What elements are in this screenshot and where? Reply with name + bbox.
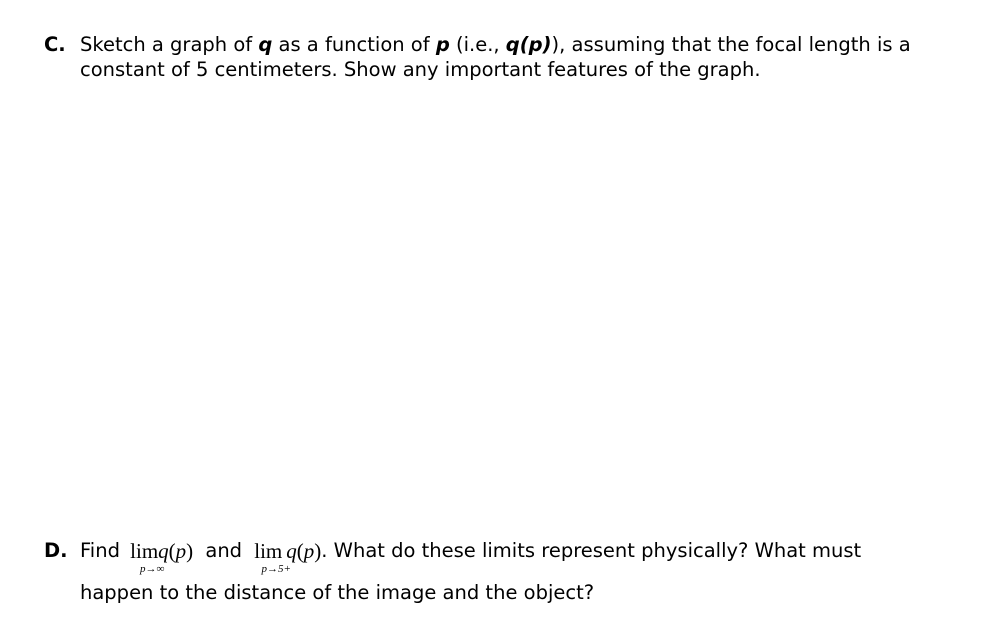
limit-1-subscript: p→∞ [139,563,165,575]
question-d [44,538,984,605]
limit-2-function: q(p) [286,539,322,563]
question-d-line-1 [80,538,984,580]
question-c-text-3: (i.e., [449,33,506,56]
question-c [44,32,964,82]
limit-2-word: lim [254,539,283,563]
question-c-line-2: constant of 5 centimeters. Show any important features of the graph. [80,58,761,81]
question-d-find: Find [80,539,120,562]
variable-p: p [435,33,450,56]
question-d-and: and [205,539,243,562]
limit-1-function: q(p) [158,539,194,563]
question-c-label: C. [44,33,66,56]
question-d-label: D. [44,539,68,562]
question-d-text-after: . What do these limits represent physically? What must [321,539,862,562]
question-c-text-1: Sketch a graph of [80,33,259,56]
function-q-of-p: q(p) [505,33,552,56]
question-c-text-4: ), assuming that the focal length is a [551,33,911,56]
question-d-line-2: happen to the distance of the image and the object? [80,581,595,604]
question-c-text [80,32,964,82]
limit-2-subscript: p→5+ [261,563,291,575]
variable-q: q [258,33,273,56]
question-c-text-2: as a function of [272,33,436,56]
limit-p-to-5-plus [254,538,322,575]
limit-1-word: lim [130,539,159,563]
limit-p-to-infinity [130,538,194,575]
